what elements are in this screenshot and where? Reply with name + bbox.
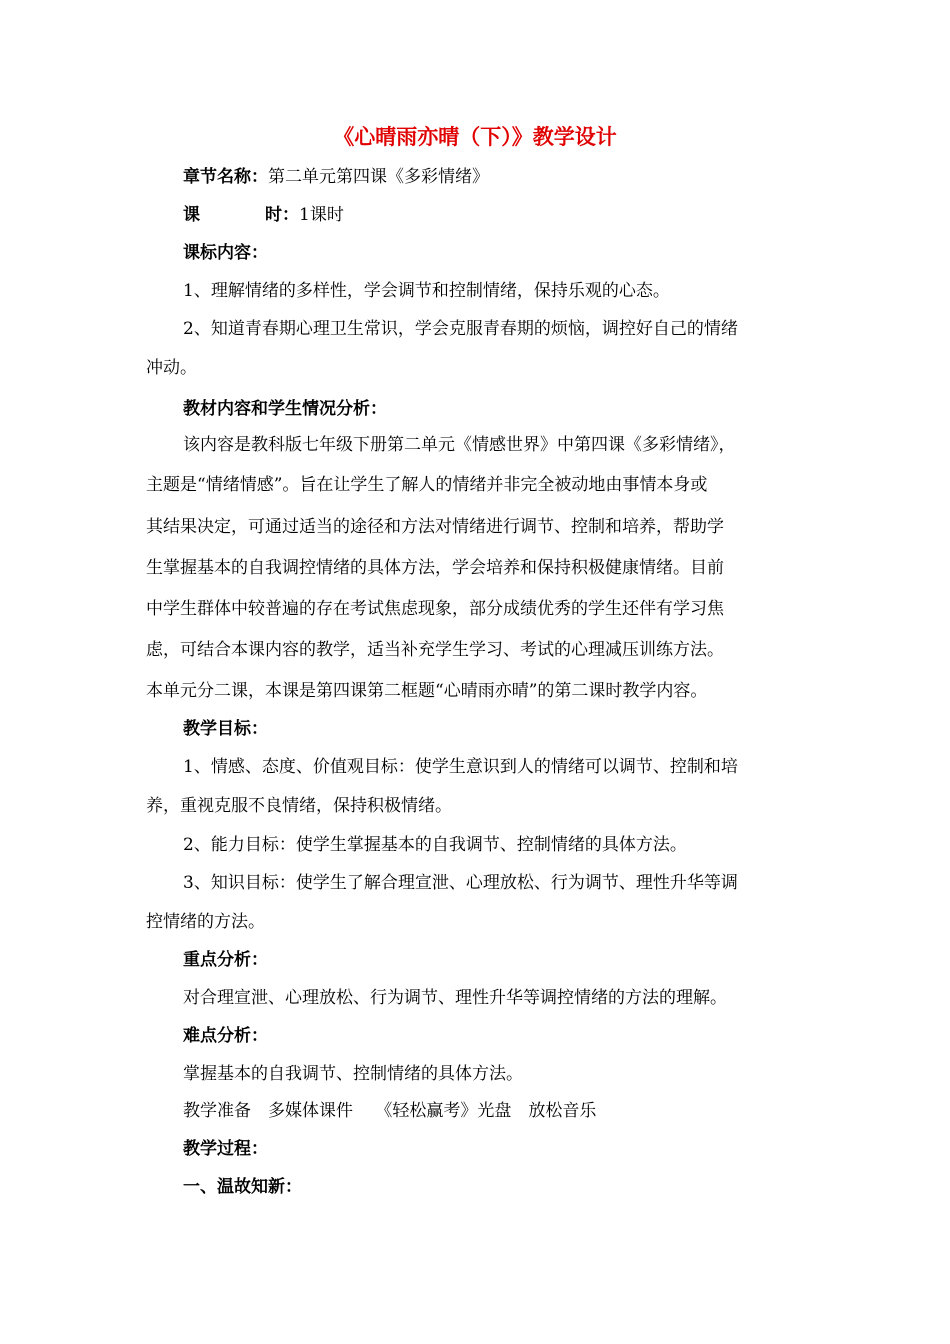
hours-label-1: 课 xyxy=(183,205,200,225)
hours-value: 1课时 xyxy=(299,205,344,225)
goal-1-line-1: 1、情感、态度、价值观目标：使学生意识到人的情绪可以调节、控制和培 xyxy=(183,757,738,777)
analysis-line-2: 主题是“情绪情感”。旨在让学生了解人的情绪并非完全被动地由事情本身或 xyxy=(146,475,708,495)
key-text: 对合理宣泄、心理放松、行为调节、理性升华等调控情绪的方法的理解。 xyxy=(183,988,727,1008)
analysis-heading: 教材内容和学生情况分析： xyxy=(183,399,387,419)
analysis-line-3: 其结果决定，可通过适当的途径和方法对情绪进行调节、控制和培养，帮助学 xyxy=(146,517,724,537)
process-step-1: 一、温故知新： xyxy=(183,1177,302,1197)
goals-heading: 教学目标： xyxy=(183,719,268,739)
standard-item-2-line-2: 冲动。 xyxy=(146,358,197,378)
analysis-line-7: 本单元分二课，本课是第四课第二框题“心晴雨亦晴”的第二课时教学内容。 xyxy=(146,681,708,701)
standard-item-1: 1、理解情绪的多样性，学会调节和控制情绪，保持乐观的心态。 xyxy=(183,281,670,301)
difficulty-text: 掌握基本的自我调节、控制情绪的具体方法。 xyxy=(183,1064,523,1084)
goal-3-line-2: 控情绪的方法。 xyxy=(146,912,265,932)
difficulty-heading: 难点分析： xyxy=(183,1026,268,1046)
teaching-prep: 教学准备 多媒体课件 《轻松赢考》光盘 放松音乐 xyxy=(183,1101,597,1121)
goal-3-line-1: 3、知识目标：使学生了解合理宣泄、心理放松、行为调节、理性升华等调 xyxy=(183,873,738,893)
hours-line xyxy=(183,200,344,225)
analysis-line-4: 生掌握基本的自我调控情绪的具体方法，学会培养和保持积极健康情绪。目前 xyxy=(146,558,724,578)
key-heading: 重点分析： xyxy=(183,950,268,970)
chapter-line xyxy=(183,162,489,187)
analysis-line-5: 中学生群体中较普遍的存在考试焦虑现象，部分成绩优秀的学生还伴有学习焦 xyxy=(146,599,724,619)
standard-item-2-line-1: 2、知道青春期心理卫生常识，学会克服青春期的烦恼，调控好自己的情绪 xyxy=(183,319,738,339)
hours-label-2: 时： xyxy=(265,205,299,225)
analysis-line-6: 虑，可结合本课内容的教学，适当补充学生学习、考试的心理减压训练方法。 xyxy=(146,640,724,660)
analysis-line-1: 该内容是教科版七年级下册第二单元《情感世界》中第四课《多彩情绪》， xyxy=(183,435,736,455)
goal-2: 2、能力目标：使学生掌握基本的自我调节、控制情绪的具体方法。 xyxy=(183,835,687,855)
process-heading: 教学过程： xyxy=(183,1139,268,1159)
standard-heading: 课标内容： xyxy=(183,243,268,263)
document-title: 《心晴雨亦晴（下）》教学设计 xyxy=(333,125,617,149)
goal-1-line-2: 养，重视克服不良情绪，保持积极情绪。 xyxy=(146,796,452,816)
chapter-value: 第二单元第四课《多彩情绪》 xyxy=(268,167,489,187)
chapter-label: 章节名称： xyxy=(183,167,268,187)
